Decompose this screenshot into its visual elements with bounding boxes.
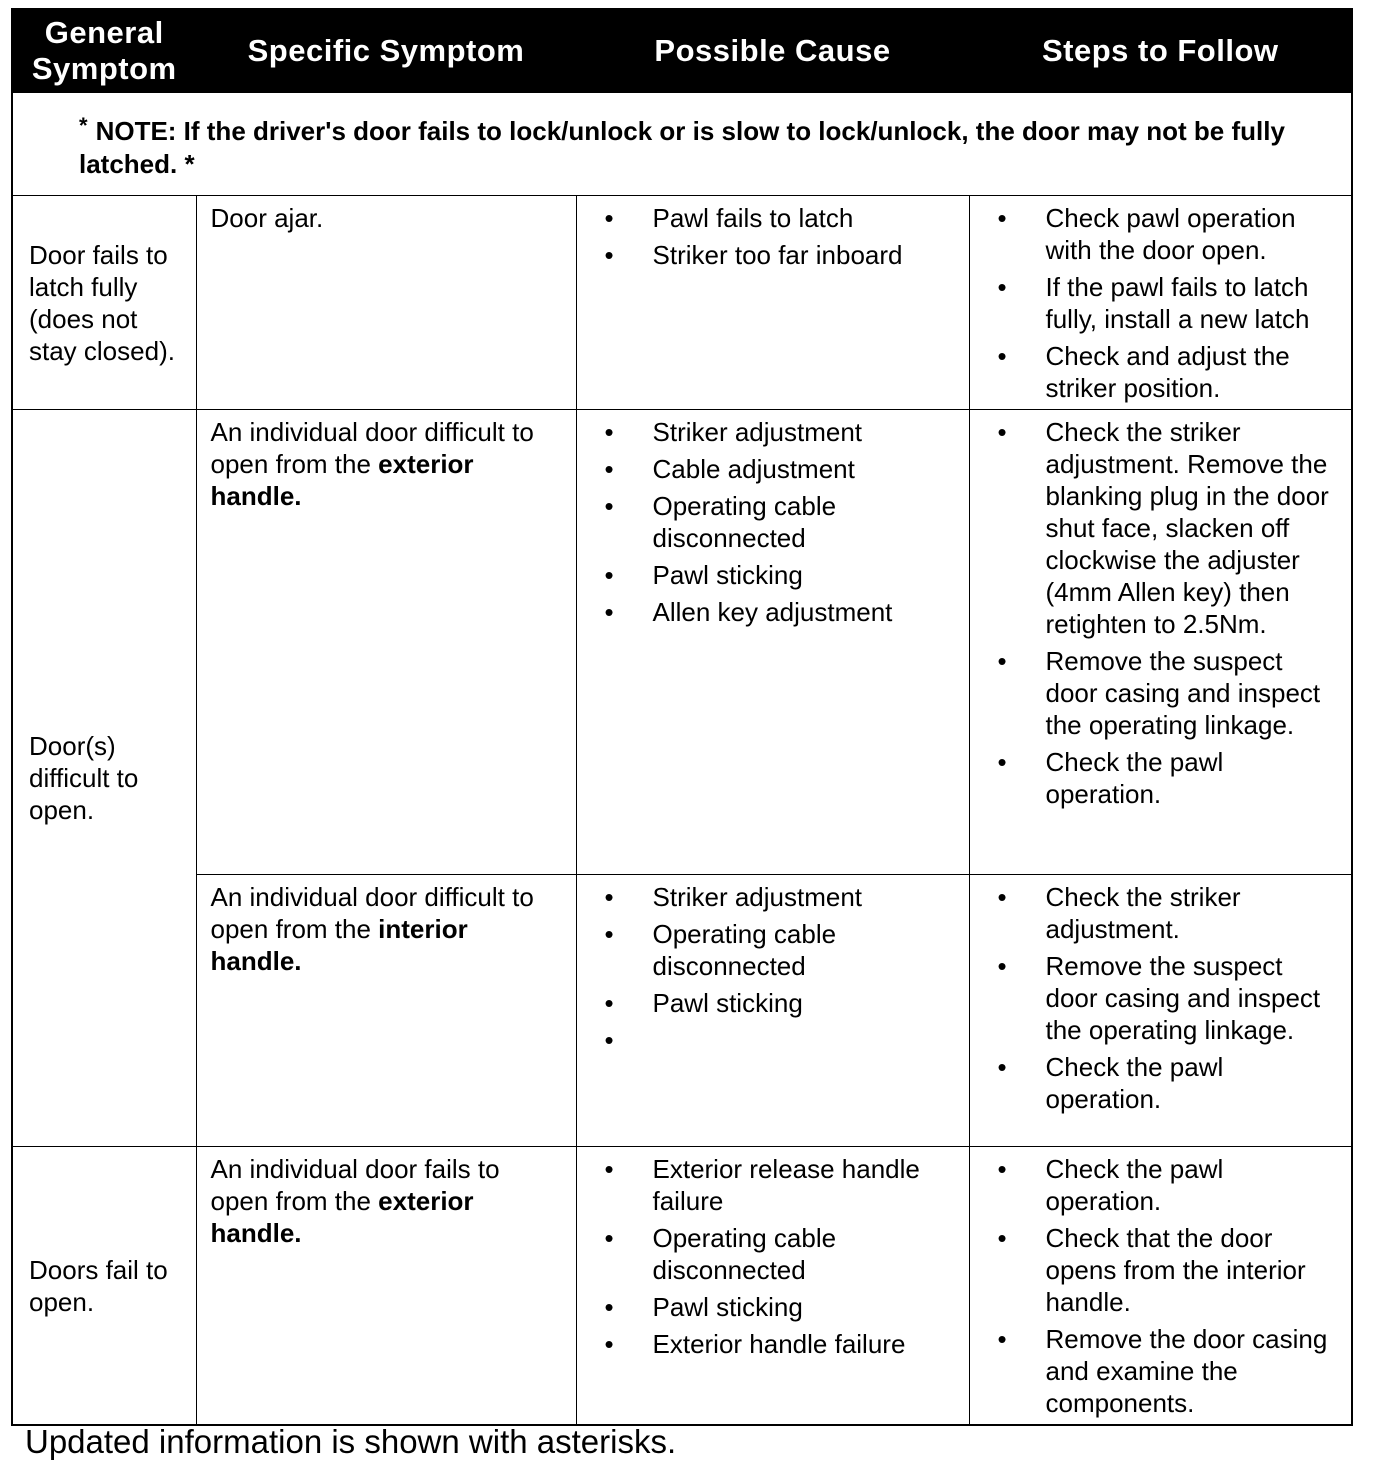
bullet-icon: •	[997, 341, 1007, 371]
header-steps-to-follow: Steps to Follow	[969, 9, 1352, 93]
list-item: • If the pawl fails to latch fully, install a new latch	[997, 272, 1310, 334]
bullet-icon: •	[997, 747, 1007, 777]
general-symptom-cell: Doors fail to open.	[12, 1147, 196, 1426]
list-item: • Check pawl operation with the door open.	[997, 203, 1296, 265]
bullet-icon: •	[604, 417, 614, 447]
list-item: • Check the pawl operation.	[997, 1052, 1224, 1114]
specific-symptom-bold: exterior handle.	[210, 1186, 474, 1248]
bullet-icon: •	[604, 597, 614, 627]
list-item: • Operating cable disconnected	[604, 919, 837, 981]
list-item: • Pawl sticking	[604, 988, 803, 1018]
note-asterisk: *	[79, 113, 88, 138]
list-item	[591, 1024, 955, 1056]
specific-symptom-cell	[196, 875, 576, 1147]
bullet-icon: •	[604, 1025, 614, 1055]
specific-symptom-cell	[196, 410, 576, 875]
list-item: • Check the pawl operation.	[997, 747, 1224, 809]
header-specific-symptom: Specific Symptom	[196, 9, 576, 93]
list-item: • Striker adjustment	[604, 882, 863, 912]
table-row	[12, 196, 1352, 410]
specific-symptom-text: Door ajar.	[210, 203, 324, 233]
bullet-icon: •	[997, 1052, 1007, 1082]
steps-cell	[969, 1147, 1352, 1426]
list-item: • Pawl fails to latch	[604, 203, 854, 233]
bullet-icon: •	[997, 272, 1007, 302]
steps-cell	[969, 875, 1352, 1147]
list-item: • Exterior handle failure	[604, 1329, 906, 1359]
specific-symptom-text: An individual door difficult to open from the	[210, 417, 534, 479]
specific-symptom-bold: exterior handle.	[210, 449, 474, 511]
list-item: • Remove the door casing and examine the components.	[997, 1324, 1328, 1418]
table-row	[12, 1147, 1352, 1426]
header-row	[12, 9, 1352, 93]
bullet-icon: •	[604, 203, 614, 233]
possible-cause-cell	[576, 1147, 969, 1426]
header-possible-cause: Possible Cause	[576, 9, 969, 93]
bullet-icon: •	[604, 454, 614, 484]
list-item: • Remove the suspect door casing and inspect the operating linkage.	[997, 646, 1321, 740]
specific-symptom-cell	[196, 1147, 576, 1426]
bullet-icon: •	[604, 1292, 614, 1322]
bullet-icon: •	[604, 882, 614, 912]
possible-cause-cell	[576, 875, 969, 1147]
list-item: • Check the striker adjustment.	[997, 882, 1241, 944]
note-cell	[12, 93, 1352, 196]
list-item: • Exterior release handle failure	[604, 1154, 920, 1216]
list-item: • Allen key adjustment	[604, 597, 893, 627]
bullet-icon: •	[604, 240, 614, 270]
bullet-icon: •	[997, 1154, 1007, 1184]
bullet-icon: •	[604, 1223, 614, 1253]
bullet-icon: •	[997, 882, 1007, 912]
list-item: • Striker adjustment	[604, 417, 863, 447]
table-row	[12, 410, 1352, 875]
list-item: • Check the pawl operation.	[997, 1154, 1224, 1216]
steps-cell	[969, 196, 1352, 410]
general-symptom-cell: Door(s) difficult to open.	[12, 410, 196, 1147]
bullet-icon: •	[997, 417, 1007, 447]
list-item: • Pawl sticking	[604, 560, 803, 590]
possible-cause-cell	[576, 196, 969, 410]
bullet-icon: •	[604, 988, 614, 1018]
bullet-icon: •	[604, 560, 614, 590]
table-row	[12, 875, 1352, 1147]
bullet-icon: •	[997, 646, 1007, 676]
steps-cell	[969, 410, 1352, 875]
footer-note: Updated information is shown with asterisks.	[25, 1423, 677, 1460]
bullet-icon: •	[997, 203, 1007, 233]
specific-symptom-text: An individual door difficult to open from the	[210, 882, 534, 944]
general-symptom-cell: Door fails to latch fully (does not stay closed).	[12, 196, 196, 410]
list-item: • Operating cable disconnected	[604, 1223, 837, 1285]
list-item: • Striker too far inboard	[604, 240, 903, 270]
specific-symptom-text: An individual door fails to open from the	[210, 1154, 500, 1216]
list-item: • Operating cable disconnected	[604, 491, 837, 553]
list-item: • Pawl sticking	[604, 1292, 803, 1322]
header-general-symptom: General Symptom	[12, 9, 196, 93]
bullet-icon: •	[997, 1324, 1007, 1354]
bullet-icon: •	[604, 1154, 614, 1184]
bullet-icon: •	[997, 951, 1007, 981]
note-text: NOTE: If the driver's door fails to lock/unlock or is slow to lock/unlock, the door may not be fully latched. *	[79, 116, 1285, 179]
troubleshooting-table	[11, 8, 1353, 1426]
possible-cause-cell	[576, 410, 969, 875]
list-item: • Check the striker adjustment. Remove the blanking plug in the door shut face, slacken off clockwise the adjuster (4mm Allen key) then retighten to 2.5Nm.	[997, 417, 1329, 639]
specific-symptom-cell	[196, 196, 576, 410]
list-item: • Remove the suspect door casing and inspect the operating linkage.	[997, 951, 1321, 1045]
bullet-icon: •	[604, 1329, 614, 1359]
list-item: • Check and adjust the striker position.	[997, 341, 1290, 403]
list-item: • Check that the door opens from the interior handle.	[997, 1223, 1306, 1317]
bullet-icon: •	[997, 1223, 1007, 1253]
bullet-icon: •	[604, 919, 614, 949]
specific-symptom-bold: interior handle.	[210, 914, 468, 976]
note-row	[12, 93, 1352, 196]
bullet-icon: •	[604, 491, 614, 521]
list-item: • Cable adjustment	[604, 454, 855, 484]
